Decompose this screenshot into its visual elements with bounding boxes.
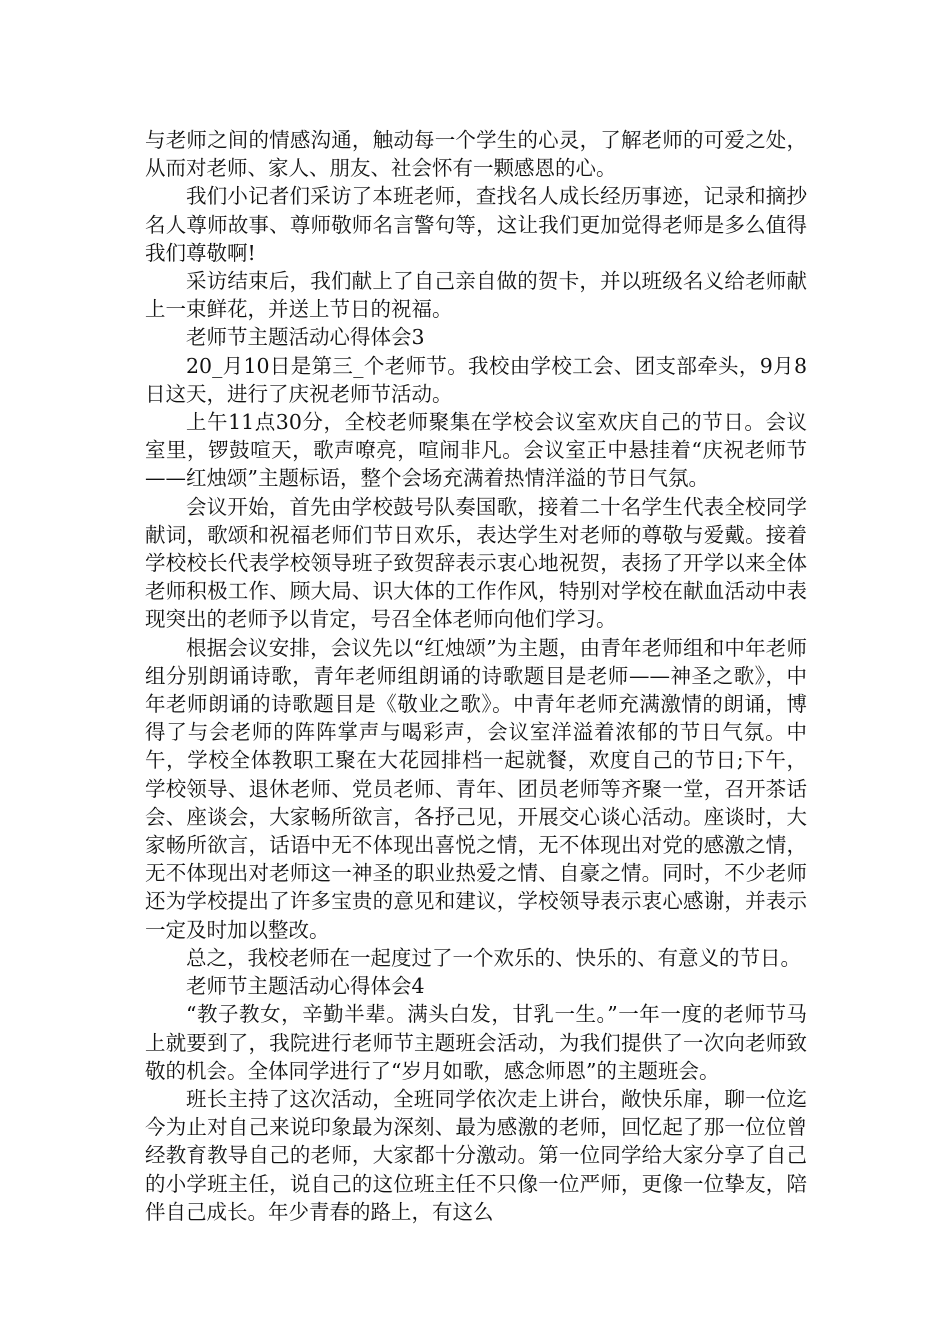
paragraph-3: 采访结束后，我们献上了自己亲自做的贺卡，并以班级名义给老师献上一束鲜花，并送上节日的祝福。 bbox=[145, 269, 807, 322]
section-heading-3: 老师节主题活动心得体会3 bbox=[186, 325, 425, 350]
paragraph-8: 总之，我校老师在一起度过了一个欢乐的、快乐的、有意义的节日。 bbox=[186, 945, 801, 970]
paragraph-4: 20_月10日是第三_个老师节。我校由学校工会、团支部牵头，9月8日这天，进行了庆祝老师节活动。 bbox=[145, 353, 807, 406]
paragraph-2: 我们小记者们采访了本班老师，查找名人成长经历事迹，记录和摘抄名人尊师故事、尊师敬师名言警句等，这让我们更加觉得老师是多么值得我们尊敬啊! bbox=[145, 184, 807, 265]
paragraph-6: 会议开始，首先由学校鼓号队奏国歌，接着二十名学生代表全校同学献词，歌颂和祝福老师们节日欢乐，表达学生对老师的尊敬与爱戴。接着学校校长代表学校领导班子致贺辞表示衷心地祝贺，表扬了开学以来全体老师积极工作、顾大局、识大体的工作作风，特别对学校在献血活动中表现突出的老师予以肯定，号召全体老师向他们学习。 bbox=[145, 494, 807, 632]
document-body bbox=[145, 126, 807, 1226]
paragraph-5: 上午11点30分，全校老师聚集在学校会议室欢庆自己的节日。会议室里，锣鼓喧天，歌声嘹亮，喧闹非凡。会议室正中悬挂着“庆祝老师节——红烛颂”主题标语，整个会场充满着热情洋溢的节日气氛。 bbox=[145, 410, 807, 491]
paragraph-9: “教子教女，辛勤半辈。满头白发，甘乳一生。”一年一度的老师节马上就要到了，我院进行老师节主题班会活动，为我们提供了一次向老师致敬的机会。全体同学进行了“岁月如歌，感念师恩”的主题班会。 bbox=[145, 1002, 807, 1083]
paragraph-7: 根据会议安排，会议先以“红烛颂”为主题，由青年老师组和中年老师组分别朗诵诗歌，青年老师组朗诵的诗歌题目是老师——神圣之歌》，中年老师朗诵的诗歌题目是《敬业之歌》。中青年老师充满激情的朗诵，博得了与会老师的阵阵掌声与喝彩声，会议室洋溢着浓郁的节日气氛。中午，学校全体教职工聚在大花园排档一起就餐，欢度自己的节日;下午，学校领导、退休老师、党员老师、青年、团员老师等齐聚一堂，召开茶话会、座谈会，大家畅所欲言，各抒己见，开展交心谈心活动。座谈时，大家畅所欲言，话语中无不体现出喜悦之情，无不体现出对党的感激之情，无不体现出对老师这一神圣的职业热爱之情、自豪之情。同时，不少老师还为学校提出了许多宝贵的意见和建议，学校领导表示衷心感谢，并表示一定及时加以整改。 bbox=[145, 635, 807, 942]
paragraph-10: 班长主持了这次活动，全班同学依次走上讲台，敞快乐扉，聊一位迄今为止对自己来说印象最为深刻、最为感激的老师，回忆起了那一位位曾经教育教导自己的老师，大家都十分激动。第一位同学给大家分享了自己的小学班主任，说自己的这位班主任不只像一位严师，更像一位挚友，陪伴自己成长。年少青春的路上，有这么 bbox=[145, 1086, 807, 1224]
section-heading-4: 老师节主题活动心得体会4 bbox=[186, 974, 425, 999]
paragraph-1: 与老师之间的情感沟通，触动每一个学生的心灵，了解老师的可爱之处，从而对老师、家人、朋友、社会怀有一颗感恩的心。 bbox=[145, 128, 807, 181]
